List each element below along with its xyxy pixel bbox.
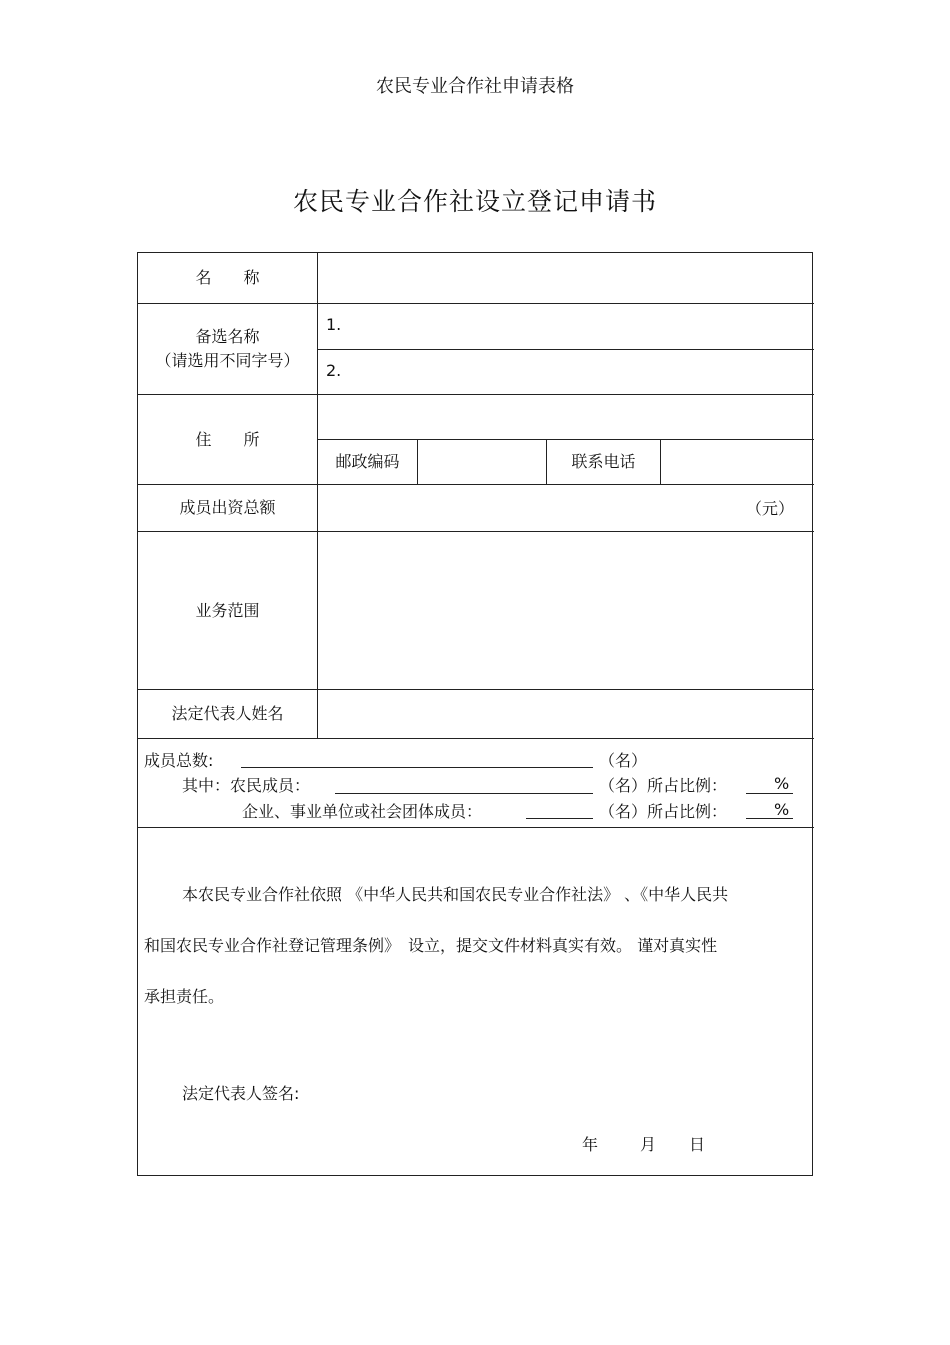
application-form xyxy=(137,252,813,1176)
date-day: 日 xyxy=(689,1135,706,1154)
declaration-line: 承担责任。 xyxy=(144,987,225,1006)
capital-unit: （元） xyxy=(746,499,795,518)
row-divider xyxy=(138,738,814,739)
address-field[interactable] xyxy=(318,395,813,439)
org-percent-sign: % xyxy=(774,800,790,819)
farmer-member-label: 其中：农民成员： xyxy=(182,776,311,795)
postal-code-label: 邮政编码 xyxy=(335,452,400,471)
postal-code-field[interactable] xyxy=(418,440,546,484)
declaration-line: 本农民专业合作社依照 《中华人民共和国农民专业合作社法》 、《中华人民共 xyxy=(182,885,729,904)
alt-name-label xyxy=(138,304,317,394)
signature-field[interactable] xyxy=(318,1075,618,1105)
row-divider xyxy=(317,349,814,350)
address-label: 住 所 xyxy=(195,429,260,449)
alt-name-label-main: 备选名称 xyxy=(195,327,260,346)
row-divider xyxy=(138,827,814,828)
legal-rep-label: 法定代表人姓名 xyxy=(171,704,284,723)
farmer-member-field[interactable] xyxy=(335,793,593,794)
alt-name-2-field[interactable]: 2. xyxy=(326,361,342,380)
name-field[interactable] xyxy=(318,254,813,302)
document-title: 农民专业合作社设立登记申请书 xyxy=(292,187,657,216)
name-label: 名 称 xyxy=(195,268,260,287)
farmer-percent-sign: % xyxy=(774,774,790,793)
org-member-field[interactable] xyxy=(526,818,593,819)
alt-name-1-field[interactable]: 1. xyxy=(326,315,342,334)
business-scope-field[interactable] xyxy=(318,532,813,689)
capital-label: 成员出资总额 xyxy=(179,498,276,517)
alt-name-label-note: （请选用不同字号） xyxy=(155,351,300,370)
business-scope-label: 业务范围 xyxy=(195,600,260,620)
page-header: 农民专业合作社申请表格 xyxy=(376,76,574,97)
signature-label: 法定代表人签名: xyxy=(182,1084,300,1103)
farmer-percent-field[interactable] xyxy=(746,793,793,794)
date-month: 月 xyxy=(640,1135,657,1154)
member-total-label: 成员总数: xyxy=(144,751,214,770)
phone-field[interactable] xyxy=(661,440,813,484)
date-year: 年 xyxy=(582,1135,599,1154)
capital-field[interactable] xyxy=(318,485,813,531)
declaration-line: 和国农民专业合作社登记管理条例》 设立，提交文件材料真实有效。 谨对真实性 xyxy=(144,936,718,955)
farmer-member-unit: （名）所占比例： xyxy=(599,776,728,795)
legal-rep-field[interactable] xyxy=(318,690,813,738)
member-total-field[interactable] xyxy=(241,767,593,768)
org-member-unit: （名）所占比例： xyxy=(599,802,728,821)
org-member-label: 企业、事业单位或社会团体成员： xyxy=(242,802,483,821)
phone-label: 联系电话 xyxy=(571,452,636,471)
member-total-unit: （名） xyxy=(599,751,648,770)
